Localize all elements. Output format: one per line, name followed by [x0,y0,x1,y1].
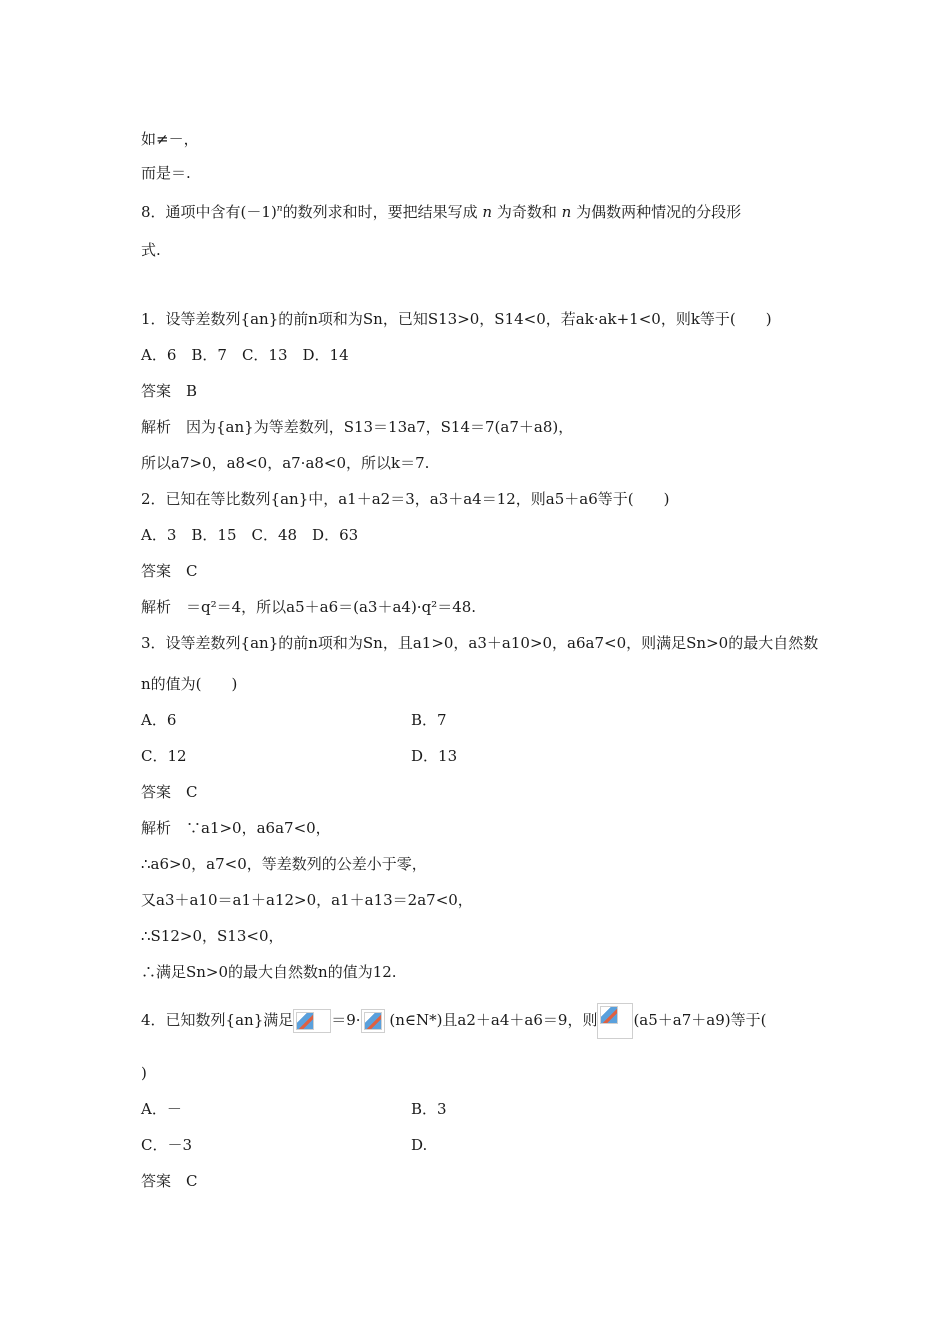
text-line: 8．通项中含有$(-1)^n$的数列求和时，要把结果写成 n 为奇数和 n 为偶数两种情况的分段形 [141,203,742,221]
broken-image-icon [597,1003,633,1039]
broken-image-icon [361,1009,385,1033]
question-1-options: A．6 B．7 C．13 D．14 [141,346,349,364]
question-4-option-b: B．3 [411,1100,447,1118]
question-3: n的值为( ) [141,675,238,693]
question-1-answer: 答案 B [141,382,198,400]
broken-image-icon [293,1009,331,1033]
question-3-option-b: B．7 [411,711,447,729]
question-3-explanation: ∴满足Sn>0的最大自然数n的值为12. [141,963,397,981]
text-fragment: 为偶数两种情况的分段形 [576,203,742,221]
text-line: 如≠－， [141,130,199,148]
question-4-option-a: A．－ [141,1100,182,1118]
question-4-option-c: C．－3 [141,1136,193,1154]
text-fragment: 8．通项中含有(－1) [141,203,277,221]
text-line: 式. [141,241,161,259]
text-fragment: ＝9· [331,1011,361,1029]
question-1: 1．设等差数列{an}的前n项和为Sn，已知S13>0，S14<0，若ak·ak+1<0，则k等于( ) [141,310,772,328]
text-fragment: 为奇数和 [496,203,557,221]
question-4-answer: 答案 C [141,1172,198,1190]
question-2: 2．已知在等比数列{an}中，a1＋a2＝3，a3＋a4＝12，则a5＋a6等于( ) [141,490,670,508]
text-fragment: 的数列求和时，要把结果写成 [282,203,478,221]
question-4 [141,1003,766,1043]
question-3: 3．设等差数列{an}的前n项和为Sn，且a1>0，a3＋a10>0，a6a7<0，则满足Sn>0的最大自然数 [141,634,819,652]
question-2-answer: 答案 C [141,562,198,580]
question-3-answer: 答案 C [141,783,198,801]
question-3-option-c: C．12 [141,747,187,765]
text-fragment: 4．已知数列{an}满足 [141,1011,294,1029]
question-3-explanation: ∴S12>0，S13<0， [141,927,284,945]
question-3-option-d: D．13 [411,747,458,765]
question-4-option-d: D. [411,1136,428,1154]
question-1-explanation: 解析 因为{an}为等差数列，S13＝13a7，S14＝7(a7＋a8)， [141,418,574,436]
question-3-option-a: A．6 [141,711,177,729]
question-3-explanation: 又a3＋a10＝a1＋a12>0，a1＋a13＝2a7<0， [141,891,473,909]
question-3-explanation: ∴a6>0，a7<0，等差数列的公差小于零， [141,855,427,873]
question-2-explanation: 解析 ＝q²＝4，所以a5＋a6＝(a3＋a4)·q²＝48. [141,598,477,616]
question-3-explanation: 解析 ∵a1>0，a6a7<0， [141,819,331,837]
text-line: ) [141,1064,147,1082]
text-line: 而是＝. [141,164,191,182]
text-fragment: (n∈N*)且a2＋a4＋a6＝9，则 [389,1011,598,1029]
question-1-explanation: 所以a7>0，a8<0，a7·a8<0，所以k＝7. [141,454,430,472]
question-2-options: A．3 B．15 C．48 D．63 [141,526,359,544]
text-fragment: (a5＋a7＋a9)等于( [633,1011,767,1029]
